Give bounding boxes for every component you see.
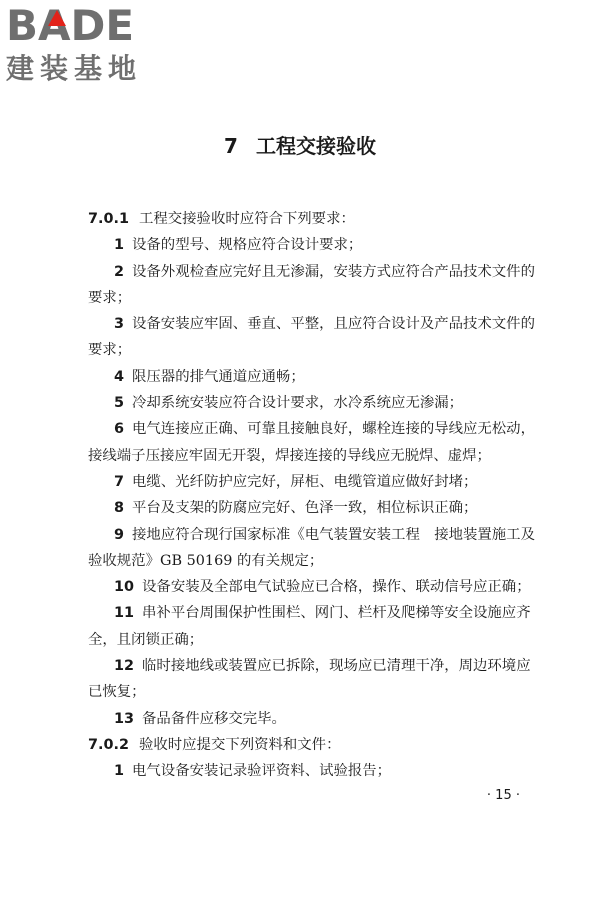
chapter-number: 7 (224, 134, 238, 158)
list-item (88, 495, 538, 521)
item-text: 电缆、光纤防护应完好，屏柜、电缆管道应做好封堵； (132, 473, 478, 490)
item-number: 10 (114, 579, 135, 596)
list-item (88, 259, 538, 312)
list-item (88, 758, 538, 784)
list-item (88, 574, 538, 600)
chapter-title (0, 130, 600, 159)
item-number: 1 (114, 237, 125, 254)
list-item (88, 232, 538, 258)
item-number: 11 (114, 605, 135, 622)
list-item (88, 522, 538, 575)
item-text: 电气连接应正确、可靠且接触良好，螺栓连接的导线应无松动，接线端子压接应牢固无开裂，焊接连接的导线应无脱焊、虚焊； (88, 421, 535, 464)
item-text: 备品备件应移交完毕。 (142, 710, 286, 727)
clause-text: 工程交接验收时应符合下列要求： (138, 211, 355, 227)
item-text: 接地应符合现行国家标准《电气装置安装工程 接地装置施工及验收规范》GB 50169 的有关规定； (88, 526, 535, 569)
page-number: · 15 · (486, 788, 520, 803)
logo-brand: BADE (6, 1, 135, 50)
item-text: 电气设备安装记录验评资料、试验报告； (132, 763, 392, 780)
item-number: 3 (114, 316, 125, 333)
logo-subtitle: 建装基地 (6, 52, 143, 85)
document-body (88, 206, 538, 785)
clause-text: 验收时应提交下列资料和文件： (138, 736, 341, 753)
item-number: 4 (114, 368, 125, 385)
item-number: 1 (114, 763, 125, 780)
list-item (88, 600, 538, 653)
clause-number: 7.0.2 (88, 736, 129, 753)
list-item (88, 311, 538, 364)
chapter-title-text: 工程交接验收 (255, 134, 376, 158)
clause-7-0-1 (88, 206, 538, 232)
item-number: 5 (114, 395, 125, 412)
clause-number: 7.0.1 (88, 211, 129, 227)
item-number: 8 (114, 500, 125, 517)
list-item (88, 416, 538, 469)
item-text: 设备的型号、规格应符合设计要求； (132, 237, 363, 254)
list-item (88, 469, 538, 495)
list-item (88, 364, 538, 390)
item-text: 临时接地线或装置应已拆除，现场应已清理干净，周边环境应已恢复； (88, 658, 531, 701)
clause-7-0-2 (88, 732, 538, 758)
item-number: 12 (114, 658, 135, 675)
item-text: 平台及支架的防腐应完好、色泽一致，相位标识正确； (132, 500, 478, 517)
item-number: 13 (114, 710, 135, 727)
logo-triangle-icon (48, 10, 66, 26)
list-item (88, 706, 538, 732)
item-number: 7 (114, 473, 125, 490)
item-number: 2 (114, 263, 125, 280)
item-text: 设备安装应牢固、垂直、平整，且应符合设计及产品技术文件的要求； (88, 316, 535, 359)
list-item (88, 390, 538, 416)
item-text: 限压器的排气通道应通畅； (132, 368, 305, 385)
item-number: 9 (114, 526, 125, 543)
item-number: 6 (114, 421, 125, 438)
item-text: 设备外观检查应完好且无渗漏，安装方式应符合产品技术文件的要求； (88, 263, 535, 306)
item-text: 设备安装及全部电气试验应已合格，操作、联动信号应正确； (142, 579, 531, 596)
item-text: 冷却系统安装应符合设计要求，水冷系统应无渗漏； (132, 395, 464, 412)
list-item (88, 653, 538, 706)
item-text: 串补平台周围保护性围栏、网门、栏杆及爬梯等安全设施应齐全，且闭锁正确； (88, 605, 531, 648)
logo (6, 1, 176, 90)
